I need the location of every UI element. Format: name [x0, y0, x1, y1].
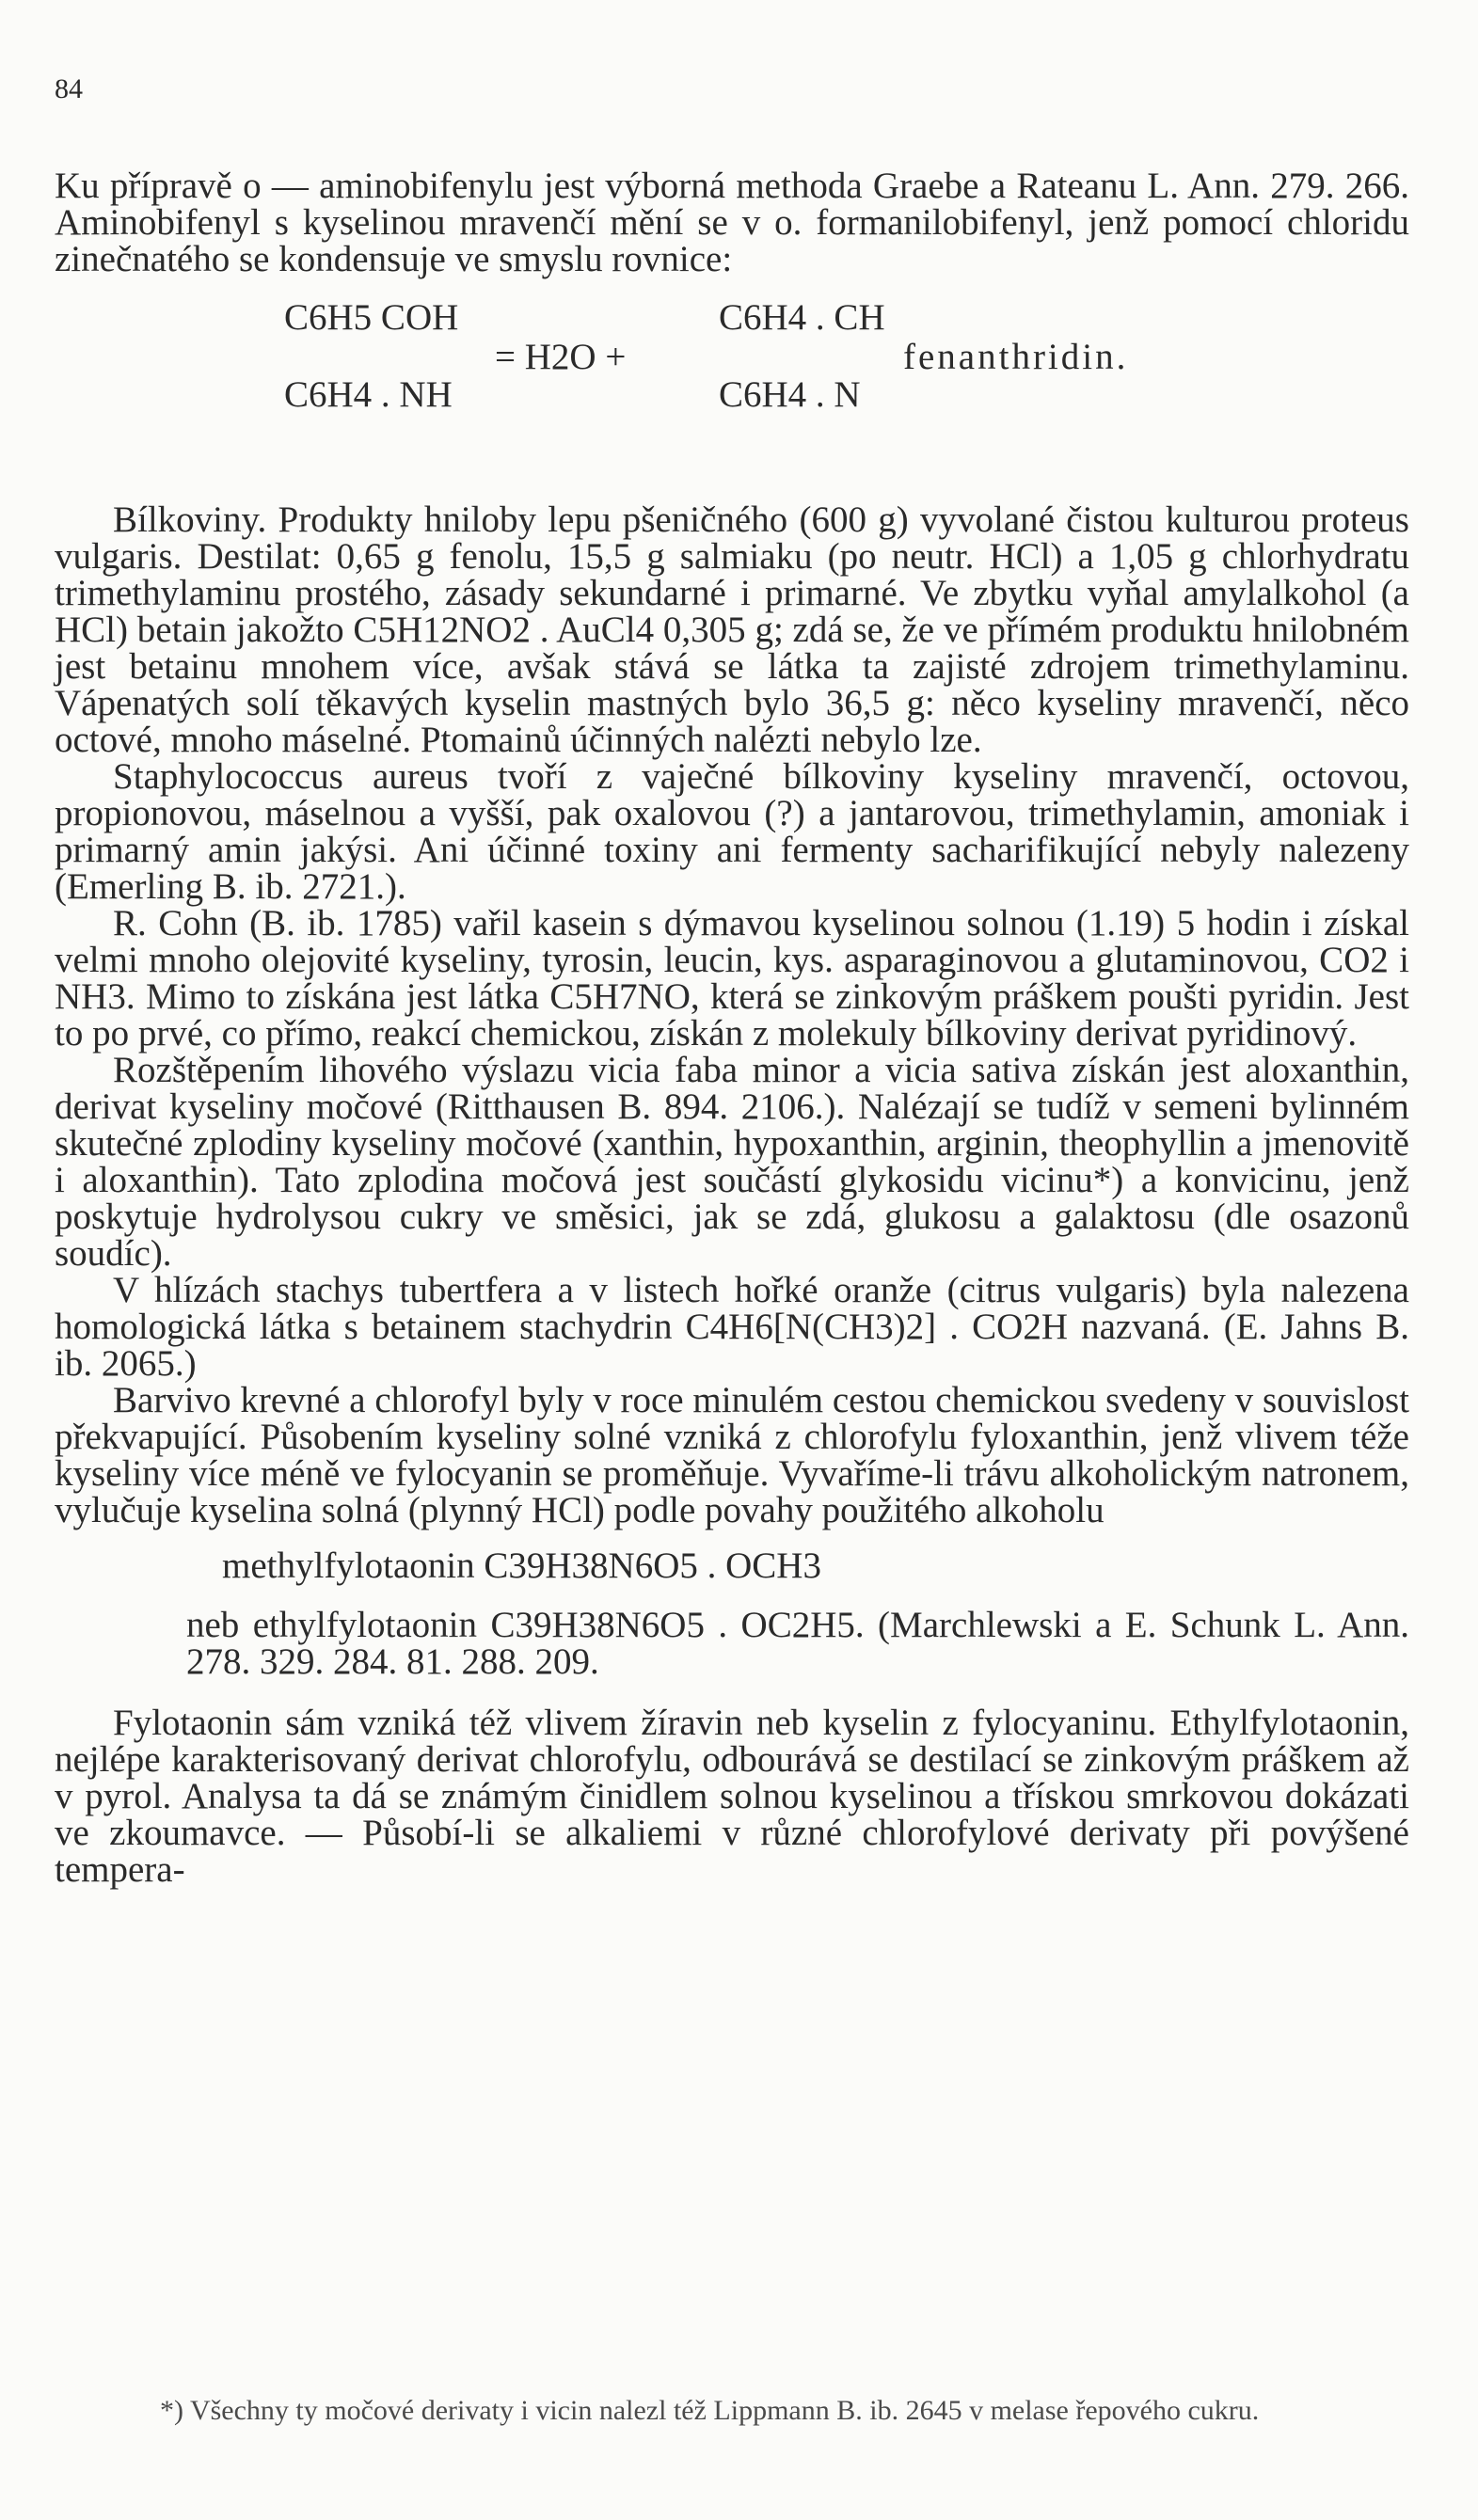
paragraph-stachys: V hlízách stachys tubertfera a v listech hořké oranže (citrus vulgaris) byla nalezena homologická látka s betainem stachydrin C4H6[N(CH3)2] . CO2H nazvaná. (E. Jahns B. ib. 2065.) [55, 1270, 1409, 1384]
page-body [55, 167, 1409, 1888]
methylfylotaonin-line: methylfylotaonin C39H38N6O5 . OCH3 [222, 1545, 821, 1586]
paragraph-fylotaonin: Fylotaonin sám vzniká též vlivem žíravin neb kyselin z fylocyaninu. Ethylfylotaonin, nejlépe karakterisovaný derivat chlorofylu, odbourává se destilací se zinkovým práškem až v pyrol. Analysa ta dá se známým činidlem solnou kyselinou a třískou smrkovou dokázati ve zkoumavce. — Působí-li se alkaliemi v různé chlorofylové derivaty při povýšené tempera- [55, 1703, 1409, 1890]
formula-bottom-left: C6H4 . NH [284, 374, 453, 415]
fenanthridin-formula [55, 289, 1409, 496]
formula-top-right: C6H4 . CH [719, 297, 885, 338]
paragraph-cohn: R. Cohn (B. ib. 1785) vařil kasein s dýmavou kyselinou solnou (1.19) 5 hodin i získal velmi mnoho olejovité kyseliny, tyrosin, leucin, kys. asparaginovou a glutaminovou, CO2 i NH3. Mimo to získána jest látka C5H7NO, která se zinkovým práškem poušti pyridin. Jest to po prvé, co přímo, reakcí chemickou, získán z molekuly bílkoviny derivat pyridinový. [55, 903, 1409, 1054]
formula-bottom-right: C6H4 . N [719, 374, 861, 415]
formula-middle: = H2O + [495, 337, 627, 377]
paragraph-aminobifenyl: Ku přípravě o — aminobifenylu jest výborná methoda Graebe a Rateanu L. Ann. 279. 266. Aminobifenyl s kyselinou mravenčí mění se v o. formanilobifenyl, jenž pomocí chloridu zinečnatého se kondensuje ve smyslu rovnice: [55, 166, 1409, 279]
formula-top-left: C6H5 COH [284, 297, 459, 338]
paragraph-bilkoviny: Bílkoviny. Produkty hniloby lepu pšeničného (600 g) vyvolané čistou kulturou proteus vulgaris. Destilat: 0,65 g fenolu, 15,5 g salmiaku (po neutr. HCl) a 1,05 g chlorhydratu trimethylaminu prostého, zásady sekundarné i primarné. Ve zbytku vyňal amylalkohol (a HCl) betain jakožto C5H12NO2 . AuCl4 0,305 g; zdá se, že ve přímém produktu hnilobném jest betainu mnohem více, avšak stává se látka ta zajisté zdrojem trimethylaminu. Vápenatých solí těkavých kyselin mastných bylo 36,5 g: něco kyseliny mravenčí, něco octové, mnoho máselné. Ptomainů účinných nalézti nebylo lze. [55, 499, 1409, 760]
paragraph-rozstepenim: Rozštěpením lihového výslazu vicia faba minor a vicia sativa získán jest aloxanthin, derivat kyseliny močové (Ritthausen B. 894. 2106.). Nalézají se tudíž v semeni bylinném skutečné zplodiny kyseliny močové (xanthin, hypoxanthin, arginin, theophyllin a jmenovitě i aloxanthin). Tato zplodina močová jest součástí glykosidu vicinu*) a konvicinu, jenž poskytuje hydrolysou cukry ve směsici, jak se zdá, glukosu a galaktosu (dle osazonů soudíc). [55, 1050, 1409, 1274]
page-number: 84 [55, 73, 83, 104]
formula-label: fenanthridin. [903, 337, 1129, 377]
paragraph-staphylococcus: Staphylococcus aureus tvoří z vaječné bílkoviny kyseliny mravenčí, octovou, propionovou, máselnou a vyšší, pak oxalovou (?) a jantarovou, trimethylamin, amoniak i primarný amin jakýsi. Ani účinné toxiny ani fermenty sacharifikující nebyly nalezeny (Emerling B. ib. 2721.). [55, 756, 1409, 907]
ethylfylotaonin-line: neb ethylfylotaonin C39H38N6O5 . OC2H5. (Marchlewski a E. Schunk L. Ann. 278. 329. 284. 81. 288. 209. [186, 1605, 1409, 1682]
paragraph-barvivo: Barvivo krevné a chlorofyl byly v roce minulém cestou chemickou svedeny v souvislost překvapující. Působením kyseliny solné vzniká z chlorofylu fyloxanthin, jenž vlivem téže kyseliny více méně ve fylocyanin se proměňuje. Vyvaříme-li trávu alkoholickým natronem, vylučuje kyselina solná (plynný HCl) podle povahy použitého alkoholu [55, 1380, 1409, 1530]
footnote: *) Všechny ty močové derivaty i vicin nalezl též Lippmann B. ib. 2645 v melase řepového cukru. [160, 2395, 1260, 2426]
